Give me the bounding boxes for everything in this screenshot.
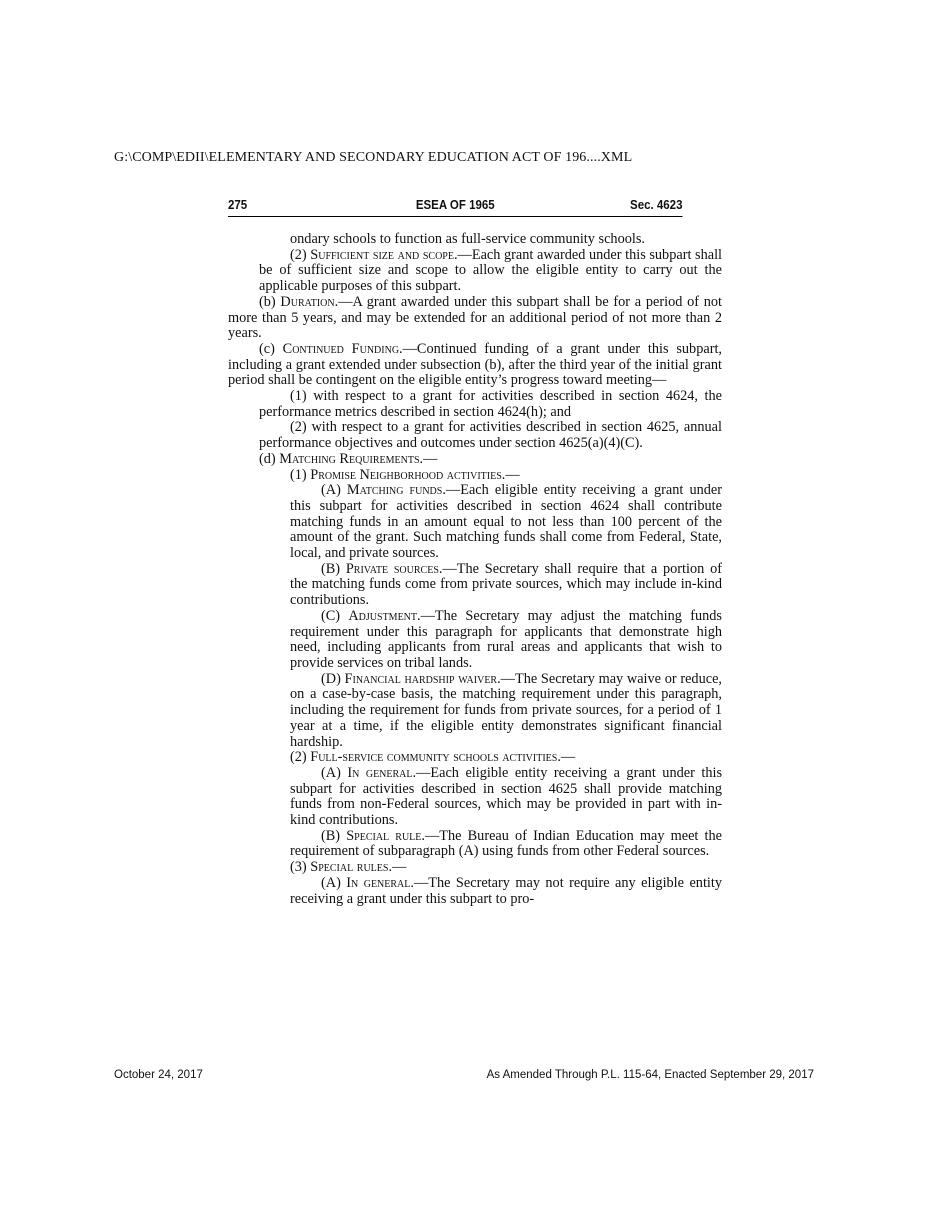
paragraph-designator: (2) xyxy=(290,749,311,766)
paragraph-heading: Continued Funding xyxy=(282,340,400,357)
paragraph-heading: Matching Requirements xyxy=(279,450,420,467)
paragraph xyxy=(259,420,722,451)
page-header xyxy=(228,196,682,217)
paragraph-designator: (B) xyxy=(321,560,346,577)
paragraph-heading: Sufficient size and scope xyxy=(310,246,454,263)
paragraph-heading: Special rules xyxy=(310,859,389,876)
paragraph-designator: (A) xyxy=(321,482,347,499)
paragraph-body: .— xyxy=(419,450,438,467)
paragraph-designator: (A) xyxy=(321,874,347,891)
paragraph xyxy=(290,562,722,609)
paragraph-heading: Private sources xyxy=(345,560,439,577)
paragraph-designator: (b) xyxy=(259,293,281,310)
paragraph-designator: (c) xyxy=(259,340,283,357)
paragraph-body: (2) with respect to a grant for activities described in section 4625, annual performance objectives and outcomes under section 4625(a)(4)(C). xyxy=(259,419,722,452)
paragraph-body: .—The Secretary shall require that a portion of the matching funds come from private sources, which may include in-kind contributions. xyxy=(290,560,722,609)
paragraph xyxy=(259,248,722,295)
paragraph xyxy=(290,876,722,907)
paragraph-heading: In general xyxy=(347,764,413,781)
page-number: 275 xyxy=(228,198,248,212)
paragraph-designator: (d) xyxy=(259,450,280,467)
file-path: G:\COMP\EDII\ELEMENTARY AND SECONDARY EDUCATION ACT OF 196....XML xyxy=(114,150,633,165)
paragraph xyxy=(290,483,722,562)
paragraph xyxy=(228,342,722,389)
paragraph-heading: Duration xyxy=(280,293,335,310)
paragraph-body: .—Each eligible entity receiving a grant under this subpart for activities described in section 4625 shall provide matching funds from non-Federal sources, which may be provided in part with in-kind contributions. xyxy=(290,764,723,829)
paragraph xyxy=(290,609,722,672)
paragraph xyxy=(290,860,722,876)
paragraph-body: .— xyxy=(501,466,520,483)
paragraph xyxy=(290,766,722,829)
paragraph-body: .—Each eligible entity receiving a grant under this subpart for activities described in section 4624 shall contribute matching funds in an amount equal to not less than 100 percent of the amount of the grant. Such matching funds shall come from Federal, State, local, and private sources. xyxy=(290,482,723,562)
paragraph-heading: Financial hardship waiver xyxy=(344,670,498,687)
paragraph-body: .—Continued funding of a grant under this subpart, including a grant extended under subsection (b), after the third year of the initial grant period shall be contingent on the eligible entity’s progress toward meeting— xyxy=(228,340,723,389)
paragraph-body: (1) with respect to a grant for activities described in section 4624, the performance metrics described in section 4624(h); and xyxy=(259,388,722,420)
paragraph xyxy=(259,389,722,420)
paragraph-heading: Matching funds xyxy=(346,482,443,499)
paragraph-designator: (3) xyxy=(290,859,311,876)
paragraph-designator: (1) xyxy=(290,466,311,483)
paragraph xyxy=(290,829,722,860)
paragraph-heading: Adjustment xyxy=(348,607,418,624)
paragraph-body: .—The Secretary may waive or reduce, on a case-by-case basis, the matching requirement under this paragraph, including the requirement for funds from private sources, for a period of 1 year at a time, if the eligible entity demonstrates significant financial hardship. xyxy=(290,670,722,750)
paragraph-body: .—Each grant awarded under this subpart shall be of sufficient size and scope to allow the eligible entity to carry out the applicable purposes of this subpart. xyxy=(259,246,723,295)
paragraph xyxy=(290,468,722,484)
paragraph xyxy=(228,295,722,342)
paragraph-body: .—A grant awarded under this subpart shall be for a period of not more than 5 years, and may be extended for an additional period of not more than 2 years. xyxy=(228,293,723,342)
paragraph-heading: Promise Neighborhood activities xyxy=(310,466,502,483)
paragraph-designator: (A) xyxy=(321,764,348,781)
statute-text xyxy=(228,232,722,907)
paragraph-body: .—The Secretary may adjust the matching funds requirement under this paragraph for applicants that demonstrate high need, including applicants from rural areas and applicants that wish to provide services on tribal lands. xyxy=(290,607,722,671)
section-number: Sec. 4623 xyxy=(630,198,683,212)
paragraph-designator: (D) xyxy=(321,670,345,687)
paragraph xyxy=(259,452,722,468)
footer-date: October 24, 2017 xyxy=(114,1069,203,1081)
paragraph xyxy=(290,232,722,248)
paragraph-body: .—The Secretary may not require any eligible entity receiving a grant under this subpart to pro- xyxy=(290,874,723,907)
paragraph-heading: Full-service community schools activities xyxy=(310,749,558,766)
paragraph-designator: (2) xyxy=(290,246,311,263)
paragraph-designator: (C) xyxy=(321,607,349,624)
paragraph-heading: Special rule xyxy=(346,827,422,844)
footer-amended-through: As Amended Through P.L. 115-64, Enacted September 29, 2017 xyxy=(486,1069,814,1081)
paragraph-body: .— xyxy=(557,749,576,766)
paragraph-body: ondary schools to function as full-service community schools. xyxy=(290,231,645,247)
paragraph-body: .— xyxy=(388,859,407,876)
paragraph-body: .—The Bureau of Indian Education may meet the requirement of subparagraph (A) using funds from other Federal sources. xyxy=(290,827,722,860)
running-title: ESEA OF 1965 xyxy=(415,198,495,212)
paragraph xyxy=(290,672,722,751)
paragraph-heading: In general xyxy=(346,874,411,891)
paragraph xyxy=(290,750,722,766)
paragraph-designator: (B) xyxy=(321,827,347,844)
